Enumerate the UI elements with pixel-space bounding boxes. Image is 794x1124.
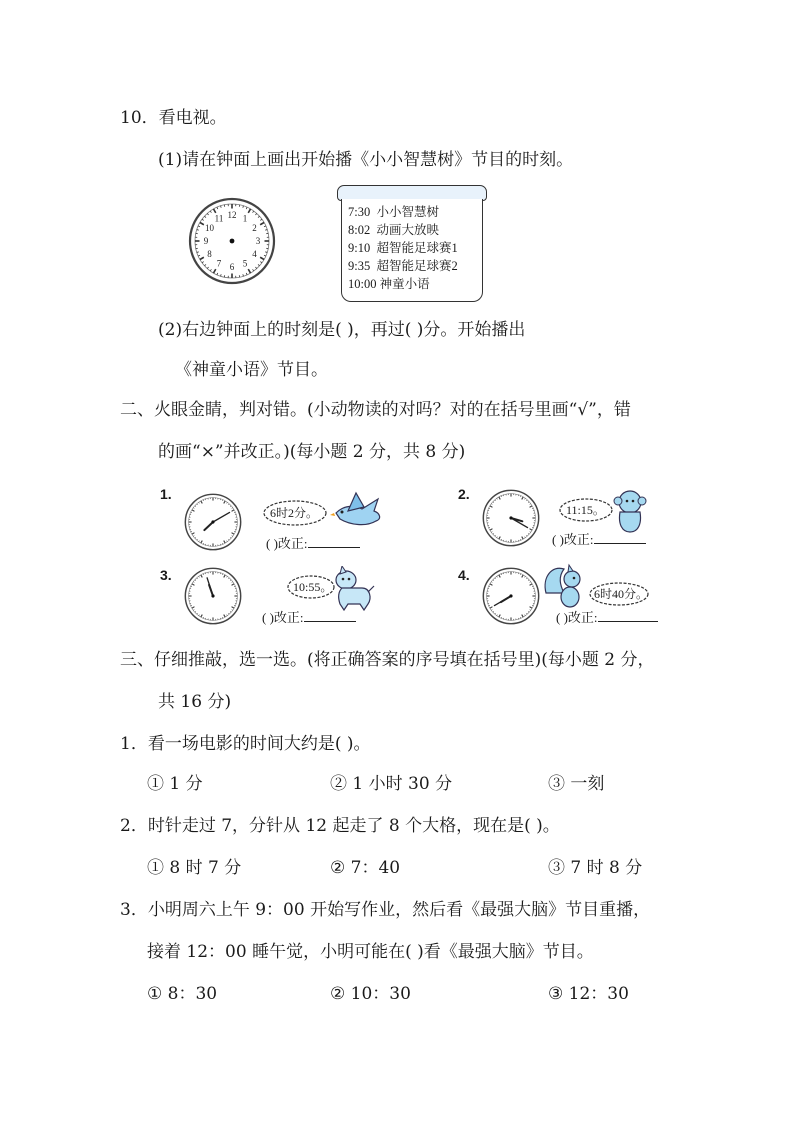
schedule-list xyxy=(341,199,483,302)
section3-heading-line2: 共 16 分) xyxy=(158,692,232,712)
q10-sub2-line1: (2)右边钟面上的时刻是( )，再过( )分。开始播出 xyxy=(158,320,526,340)
q1-stem: 1．看一场电影的时间大约是( )。 xyxy=(120,734,371,754)
clock-number: 11 xyxy=(214,213,224,224)
q2-option-2[interactable]: ② 7：40 xyxy=(330,858,401,878)
section2-heading-line1: 二、火眼金睛，判对错。(小动物读的对吗？对的在括号里画“√”，错 xyxy=(120,400,631,420)
clock-item-1 xyxy=(184,493,242,551)
clock-number: 6 xyxy=(229,262,235,273)
bubble-text-4: 6时40分。 xyxy=(594,587,649,601)
clock-number: 1 xyxy=(242,213,248,224)
answer-line-1[interactable]: ( )改正: xyxy=(266,535,360,552)
answer-line-2[interactable]: ( )改正: xyxy=(552,531,646,548)
clock-number: 12 xyxy=(227,210,237,221)
clock-number: 2 xyxy=(252,223,257,234)
clock-center xyxy=(509,516,512,519)
bubble-text-3: 10:55。 xyxy=(293,580,333,594)
item-number: 2. xyxy=(458,486,470,502)
q1-option-2[interactable]: ② 1 小时 30 分 xyxy=(330,774,453,794)
tv-schedule-board xyxy=(337,185,487,305)
q10-title: 10．看电视。 xyxy=(120,108,227,128)
q2-option-3[interactable]: ③ 7 时 8 分 xyxy=(548,858,643,878)
section3-heading-line1: 三、仔细推敲，选一选。(将正确答案的序号填在括号里)(每小题 2 分， xyxy=(120,650,655,670)
q1-option-3[interactable]: ③ 一刻 xyxy=(548,774,605,794)
q2-option-1[interactable]: ① 8 时 7 分 xyxy=(147,858,242,878)
q3-stem-line2: 接着 12：00 睡午觉，小明可能在( )看《最强大脑》节目。 xyxy=(147,942,594,962)
schedule-row: 10:00 神童小语 xyxy=(348,277,430,291)
clock-item-4 xyxy=(482,567,540,625)
answer-line-3[interactable]: ( )改正: xyxy=(262,609,356,626)
clock-center xyxy=(211,520,214,523)
schedule-row: 9:35 超智能足球赛2 xyxy=(348,259,458,273)
monkey-icon xyxy=(610,488,650,536)
item-number: 1. xyxy=(160,486,172,502)
section2-heading-line2: 的画“×”并改正。)(每小题 2 分，共 8 分) xyxy=(158,442,466,462)
q2-stem: 2．时针走过 7，分针从 12 起走了 8 个大格，现在是( )。 xyxy=(120,816,560,836)
q1-option-1[interactable]: ① 1 分 xyxy=(147,774,203,794)
schedule-row: 8:02 动画大放映 xyxy=(348,223,439,237)
answer-line-4[interactable]: ( )改正: xyxy=(556,609,658,626)
q10-sub2-line2: 《神童小语》节目。 xyxy=(175,360,328,380)
q3-option-3[interactable]: ③ 12：30 xyxy=(548,984,629,1004)
clock-number: 5 xyxy=(242,258,248,269)
clock-number: 10 xyxy=(204,223,214,234)
bird-icon xyxy=(330,487,386,533)
dog-icon xyxy=(332,566,376,612)
clock-center xyxy=(211,594,214,597)
bubble-text-2: 11:15。 xyxy=(566,503,605,517)
schedule-row: 9:10 超智能足球赛1 xyxy=(348,241,458,255)
clock-number: 7 xyxy=(216,258,222,269)
item-number: 4. xyxy=(458,567,470,583)
clock-number: 9 xyxy=(203,236,209,247)
squirrel-icon xyxy=(542,563,586,609)
q10-sub1: (1)请在钟面上画出开始播《小小智慧树》节目的时刻。 xyxy=(158,150,574,170)
clock-number: 8 xyxy=(207,249,212,260)
clock-center xyxy=(230,239,235,244)
q3-option-1[interactable]: ① 8：30 xyxy=(147,984,218,1004)
clock-center xyxy=(509,594,512,597)
blank-clock-face[interactable] xyxy=(188,197,276,285)
q3-option-2[interactable]: ② 10：30 xyxy=(330,984,411,1004)
clock-number: 3 xyxy=(255,236,261,247)
clock-item-2 xyxy=(482,489,540,547)
clock-item-3 xyxy=(184,567,242,625)
bubble-text-1: 6时2分。 xyxy=(270,506,319,520)
q3-stem-line1: 3．小明周六上午 9：00 开始写作业，然后看《最强大脑》节目重播， xyxy=(120,900,651,920)
item-number: 3. xyxy=(160,567,172,583)
clock-number: 4 xyxy=(252,249,257,260)
schedule-row: 7:30 小小智慧树 xyxy=(348,205,439,219)
